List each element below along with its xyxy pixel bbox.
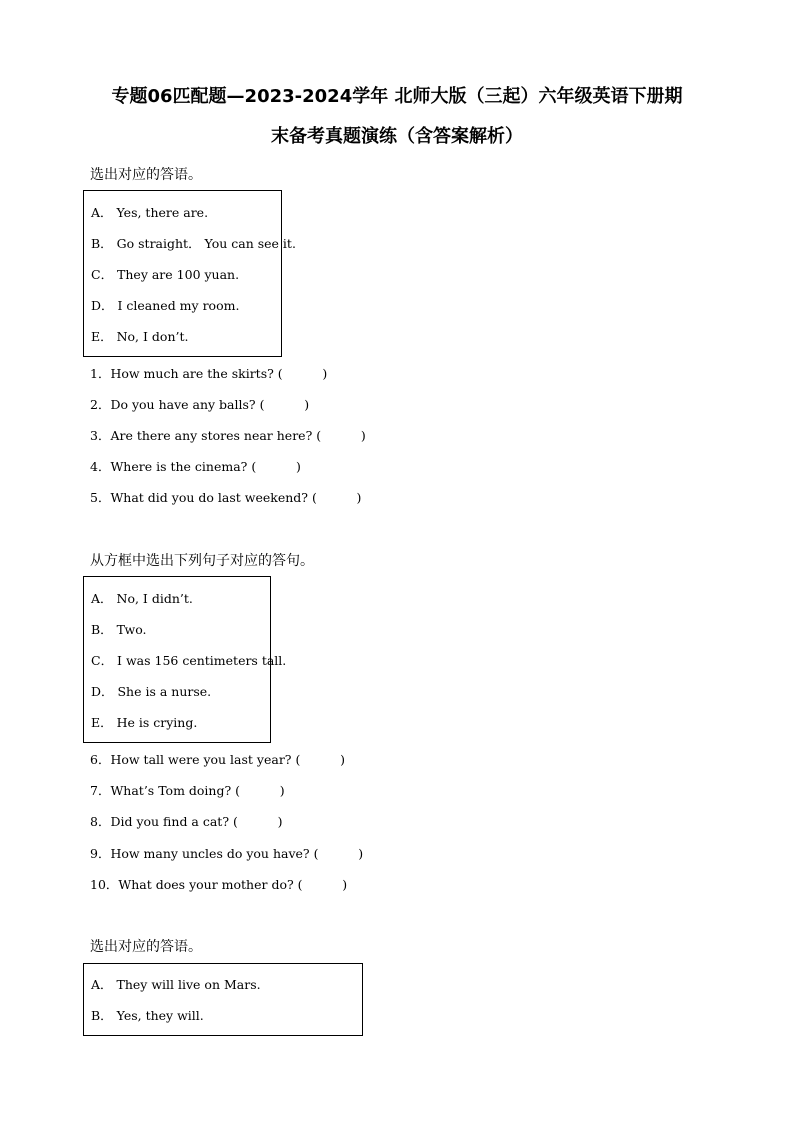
option-a: A． They will live on Mars. <box>91 977 261 992</box>
question-7: 7．What’s Tom doing? ( ) <box>90 783 285 798</box>
section-1-options-box <box>83 190 296 357</box>
option-b: B． Yes, they will. <box>91 1008 204 1023</box>
option-b: B． Two. <box>91 622 147 637</box>
question-1: 1．How much are the skirts? ( ) <box>90 366 328 381</box>
option-c: C． They are 100 yuan. <box>91 267 240 282</box>
section-3-options-box <box>83 963 363 1036</box>
option-e: E． No, I don’t. <box>91 329 189 344</box>
section-2-instruction: 从方框中选出下列句子对应的答句。 <box>90 553 314 569</box>
option-d: D． She is a nurse. <box>91 684 212 699</box>
question-8: 8．Did you find a cat? ( ) <box>90 814 283 829</box>
question-6: 6．How tall were you last year? ( ) <box>90 752 345 767</box>
section-2-options-box <box>83 576 287 743</box>
page-title-line-1: 专题06匹配题—2023-2024学年 北师大版（三起）六年级英语下册期 <box>111 86 683 107</box>
question-3: 3．Are there any stores near here? ( ) <box>90 428 366 443</box>
option-e: E． He is crying. <box>91 715 198 730</box>
option-a: A． No, I didn’t. <box>91 591 193 606</box>
question-9: 9．How many uncles do you have? ( ) <box>90 846 364 861</box>
question-4: 4．Where is the cinema? ( ) <box>90 459 301 474</box>
question-2: 2．Do you have any balls? ( ) <box>90 397 310 412</box>
section-3-instruction: 选出对应的答语。 <box>90 939 202 955</box>
option-a: A． Yes, there are. <box>91 205 209 220</box>
option-c: C． I was 156 centimeters tall. <box>91 653 287 668</box>
section-1-instruction: 选出对应的答语。 <box>90 167 202 183</box>
option-b: B． Go straight． You can see it. <box>91 236 296 251</box>
page-title-line-2: 末备考真题演练（含答案解析） <box>271 126 523 147</box>
question-10: 10．What does your mother do? ( ) <box>90 877 348 892</box>
question-5: 5．What did you do last weekend? ( ) <box>90 490 362 505</box>
option-d: D． I cleaned my room. <box>91 298 240 313</box>
